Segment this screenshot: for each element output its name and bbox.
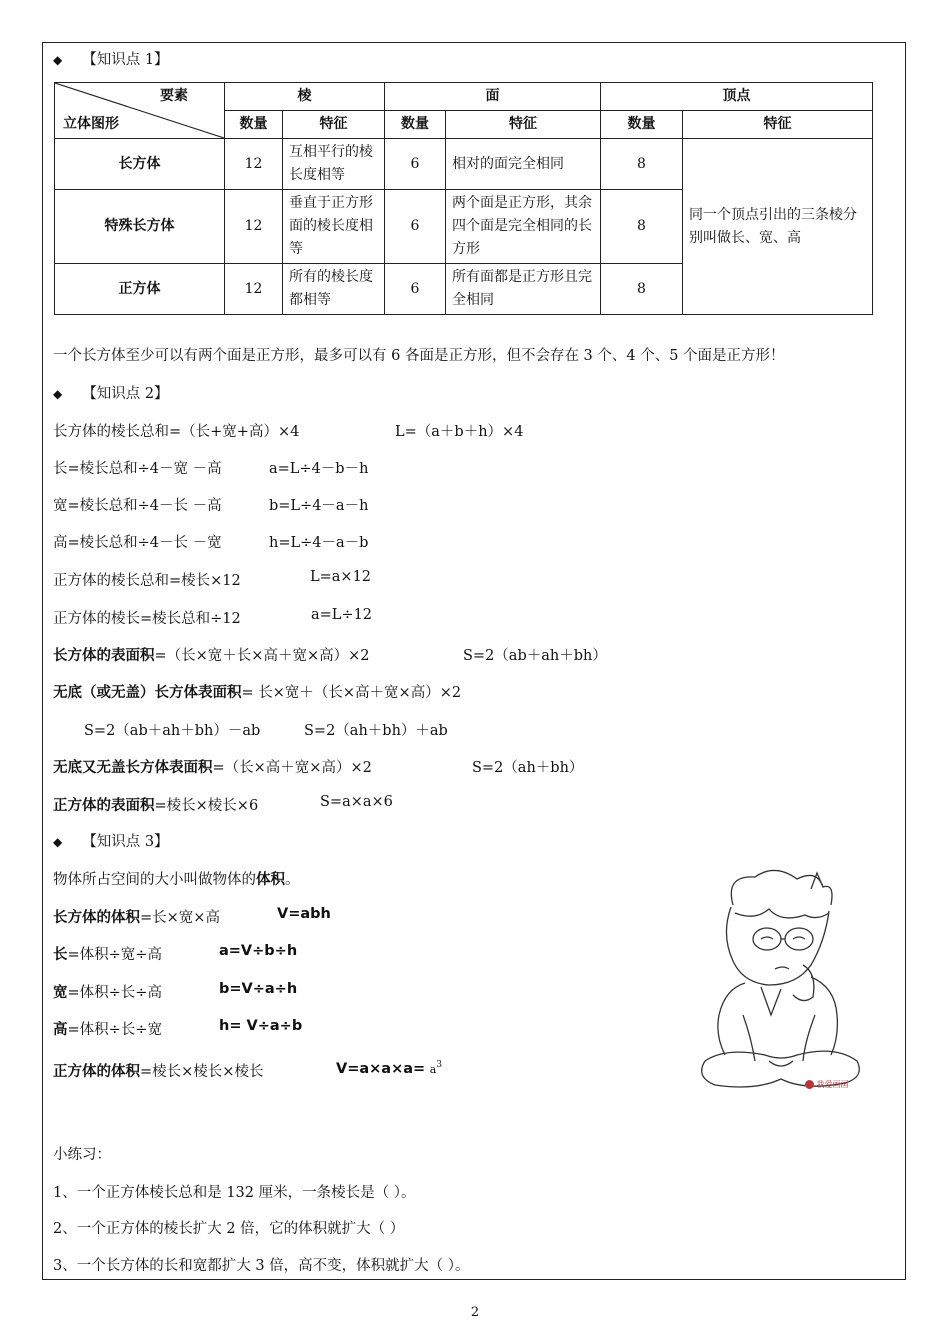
row-shape: 特殊长方体 (55, 190, 225, 264)
formula-line: 正方体的表面积=棱长×棱长×6 S=a×a×6 (53, 794, 393, 814)
table-row (55, 139, 873, 190)
k1-note: 一个长方体至少可以有两个面是正方形，最多可以有 6 各面是正方形，但不会存在 3 个、4 个、5 个面是正方形！ (53, 348, 785, 364)
header-solid-figure: 立体图形 (63, 116, 119, 132)
vertex-count: 8 (601, 264, 683, 315)
vertex-feature: 同一个顶点引出的三条棱分别叫做长、宽、高 (683, 139, 873, 315)
face-count: 6 (385, 139, 446, 190)
header-edges: 棱 (225, 83, 385, 111)
k1-heading: ◆ 【知识点 1】 (53, 52, 169, 68)
practice-title: 小练习： (53, 1147, 111, 1163)
subheader-count: 数量 (225, 111, 283, 139)
formula-line: S=2（ab＋ah＋bh）－ab S=2（ah＋bh）＋ab (84, 723, 448, 739)
subheader-count: 数量 (385, 111, 446, 139)
volume-formula: 正方体的体积=棱长×棱长×棱长 $V=a\times a\times a= a^3$ (53, 1060, 443, 1080)
edge-count: 12 (225, 139, 283, 190)
cartoon-boy-illustration (685, 865, 875, 1105)
volume-formula: 长=体积÷宽÷高 a=V÷b÷h (53, 943, 298, 963)
diamond-bullet-icon: ◆ (53, 835, 63, 849)
volume-formula: 宽=体积÷长÷高 b=V÷a÷h (53, 981, 298, 1001)
face-count: 6 (385, 190, 446, 264)
edge-count: 12 (225, 264, 283, 315)
formula-line: 长方体的表面积=（长×宽＋长×高＋宽×高）×2 S=2（ab＋ah＋bh） (53, 648, 607, 664)
diagonal-header-cell (55, 83, 225, 139)
k2-heading: ◆ 【知识点 2】 (53, 386, 169, 402)
watermark-logo: 我爱画画 (805, 1079, 849, 1090)
header-vertices: 顶点 (601, 83, 873, 111)
subheader-feature: 特征 (283, 111, 385, 139)
header-elements: 要素 (160, 88, 188, 104)
header-faces: 面 (385, 83, 601, 111)
face-feature: 相对的面完全相同 (446, 139, 601, 190)
diamond-bullet-icon: ◆ (53, 387, 63, 401)
formula-line: 宽=棱长总和÷4－长 －高 b=L÷4－a－h (53, 498, 369, 514)
subheader-feature: 特征 (683, 111, 873, 139)
formula-line: 正方体的棱长=棱长总和÷12 a=L÷12 (53, 607, 373, 627)
formula-line: 长方体的棱长总和=（长+宽+高）×4 L=（a＋b＋h）×4 (53, 424, 524, 440)
formula-line: 长=棱长总和÷4－宽 －高 a=L÷4－b－h (53, 461, 369, 477)
volume-formula: 长方体的体积=长×宽×高 V=abh (53, 906, 331, 926)
diamond-bullet-icon: ◆ (53, 53, 63, 67)
practice-question-1: 1、一个正方体棱长总和是 132 厘米，一条棱长是（ ）。 (53, 1185, 416, 1201)
edge-count: 12 (225, 190, 283, 264)
subheader-feature: 特征 (446, 111, 601, 139)
face-feature: 两个面是正方形，其余四个面是完全相同的长方形 (446, 190, 601, 264)
page-number: 2 (470, 1305, 480, 1320)
volume-intro: 物体所占空间的大小叫做物体的体积。 (53, 872, 300, 888)
vertex-count: 8 (601, 190, 683, 264)
formula-line: 高=棱长总和÷4－长 －宽 h=L÷4－a－b (53, 535, 369, 551)
formula-line: 正方体的棱长总和=棱长×12 L=a×12 (53, 569, 372, 589)
row-shape: 正方体 (55, 264, 225, 315)
vertex-count: 8 (601, 139, 683, 190)
edge-feature: 垂直于正方形面的棱长度相等 (283, 190, 385, 264)
edge-feature: 所有的棱长度都相等 (283, 264, 385, 315)
practice-question-3: 3、一个长方体的长和宽都扩大 3 倍，高不变，体积就扩大（ ）。 (53, 1258, 470, 1274)
face-count: 6 (385, 264, 446, 315)
solid-figures-table (54, 82, 873, 315)
practice-question-2: 2、一个正方体的棱长扩大 2 倍，它的体积就扩大（ ） (53, 1221, 405, 1237)
face-feature: 所有面都是正方形且完全相同 (446, 264, 601, 315)
edge-feature: 互相平行的棱长度相等 (283, 139, 385, 190)
formula-line: 无底（或无盖）长方体表面积= 长×宽＋（长×高＋宽×高）×2 (53, 685, 462, 701)
subheader-count: 数量 (601, 111, 683, 139)
k3-heading: ◆ 【知识点 3】 (53, 834, 169, 850)
formula-line: 无底又无盖长方体表面积=（长×高＋宽×高）×2 S=2（ah＋bh） (53, 760, 584, 776)
volume-formula: 高=体积÷长÷宽 h= V÷a÷b (53, 1018, 303, 1038)
row-shape: 长方体 (55, 139, 225, 190)
